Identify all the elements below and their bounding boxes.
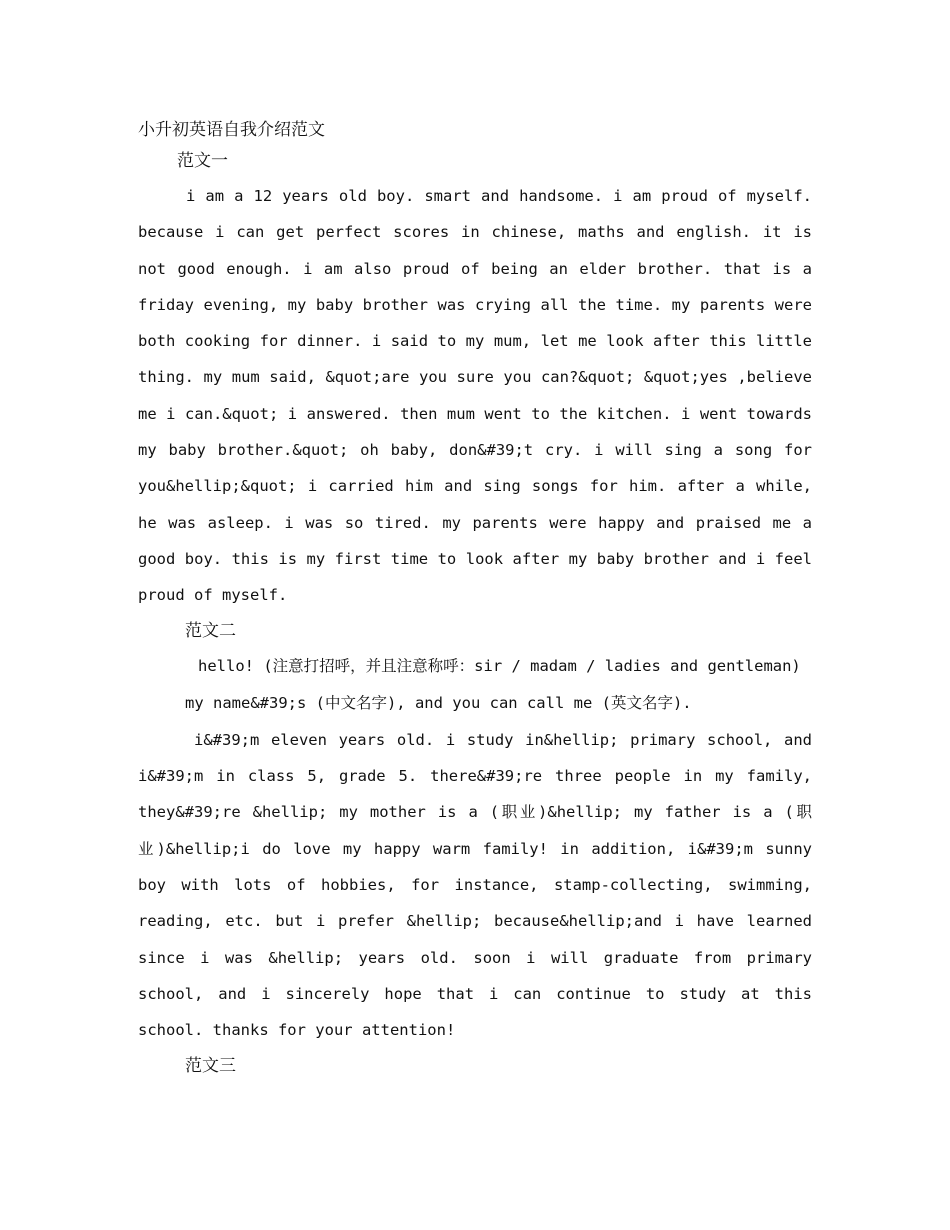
document-content [138, 116, 812, 1083]
paragraph-essay-2: i&#39;m eleven years old. i study in&hellip; primary school, and i&#39;m in class 5, grade 5. there&#39;re three people in my family, they&#39;re &hellip; my mother is a (职业)&hellip; my father is a (职业)&hellip;i do love my happy warm family! in addition, i&#39;m sunny boy with lots of hobbies, for instance, stamp-collecting, swimming, reading, etc. but i prefer &hellip; because&hellip;and i have learned since i was &hellip; years old. soon i will graduate from primary school, and i sincerely hope that i can continue to study at this school. thanks for your attention! [138, 730, 812, 1040]
section-label-3: 范文三 [185, 1055, 236, 1076]
section-label-1: 范文一 [177, 151, 228, 171]
document-title: 小升初英语自我介绍范文 [138, 120, 325, 140]
section-label-2: 范文二 [185, 620, 236, 641]
paragraph-essay-1: i am a 12 years old boy. smart and handsome. i am proud of myself. because i can get perfect scores in chinese, maths and english. it is not good enough. i am also proud of being an elder brother. that is a friday evening, my baby brother was crying all the time. my parents were both cooking for dinner. i said to my mum, let me look after this little thing. my mum said, &quot;are you sure you can?&quot; &quot;yes ,believe me i can.&quot; i answered. then mum went to the kitchen. i went towards my baby brother.&quot; oh baby, don&#39;t cry. i will sing a song for you&hellip;&quot; i carried him and sing songs for him. after a while, he was asleep. i was so tired. my parents were happy and praised me a good boy. this is my first time to look after my baby brother and i feel proud of myself. [138, 187, 812, 605]
paragraph-greeting: hello! (注意打招呼，并且注意称呼：sir / madam / ladies and gentleman) [198, 656, 801, 675]
paragraph-name: my name&#39;s (中文名字), and you can call me (英文名字). [185, 693, 692, 712]
